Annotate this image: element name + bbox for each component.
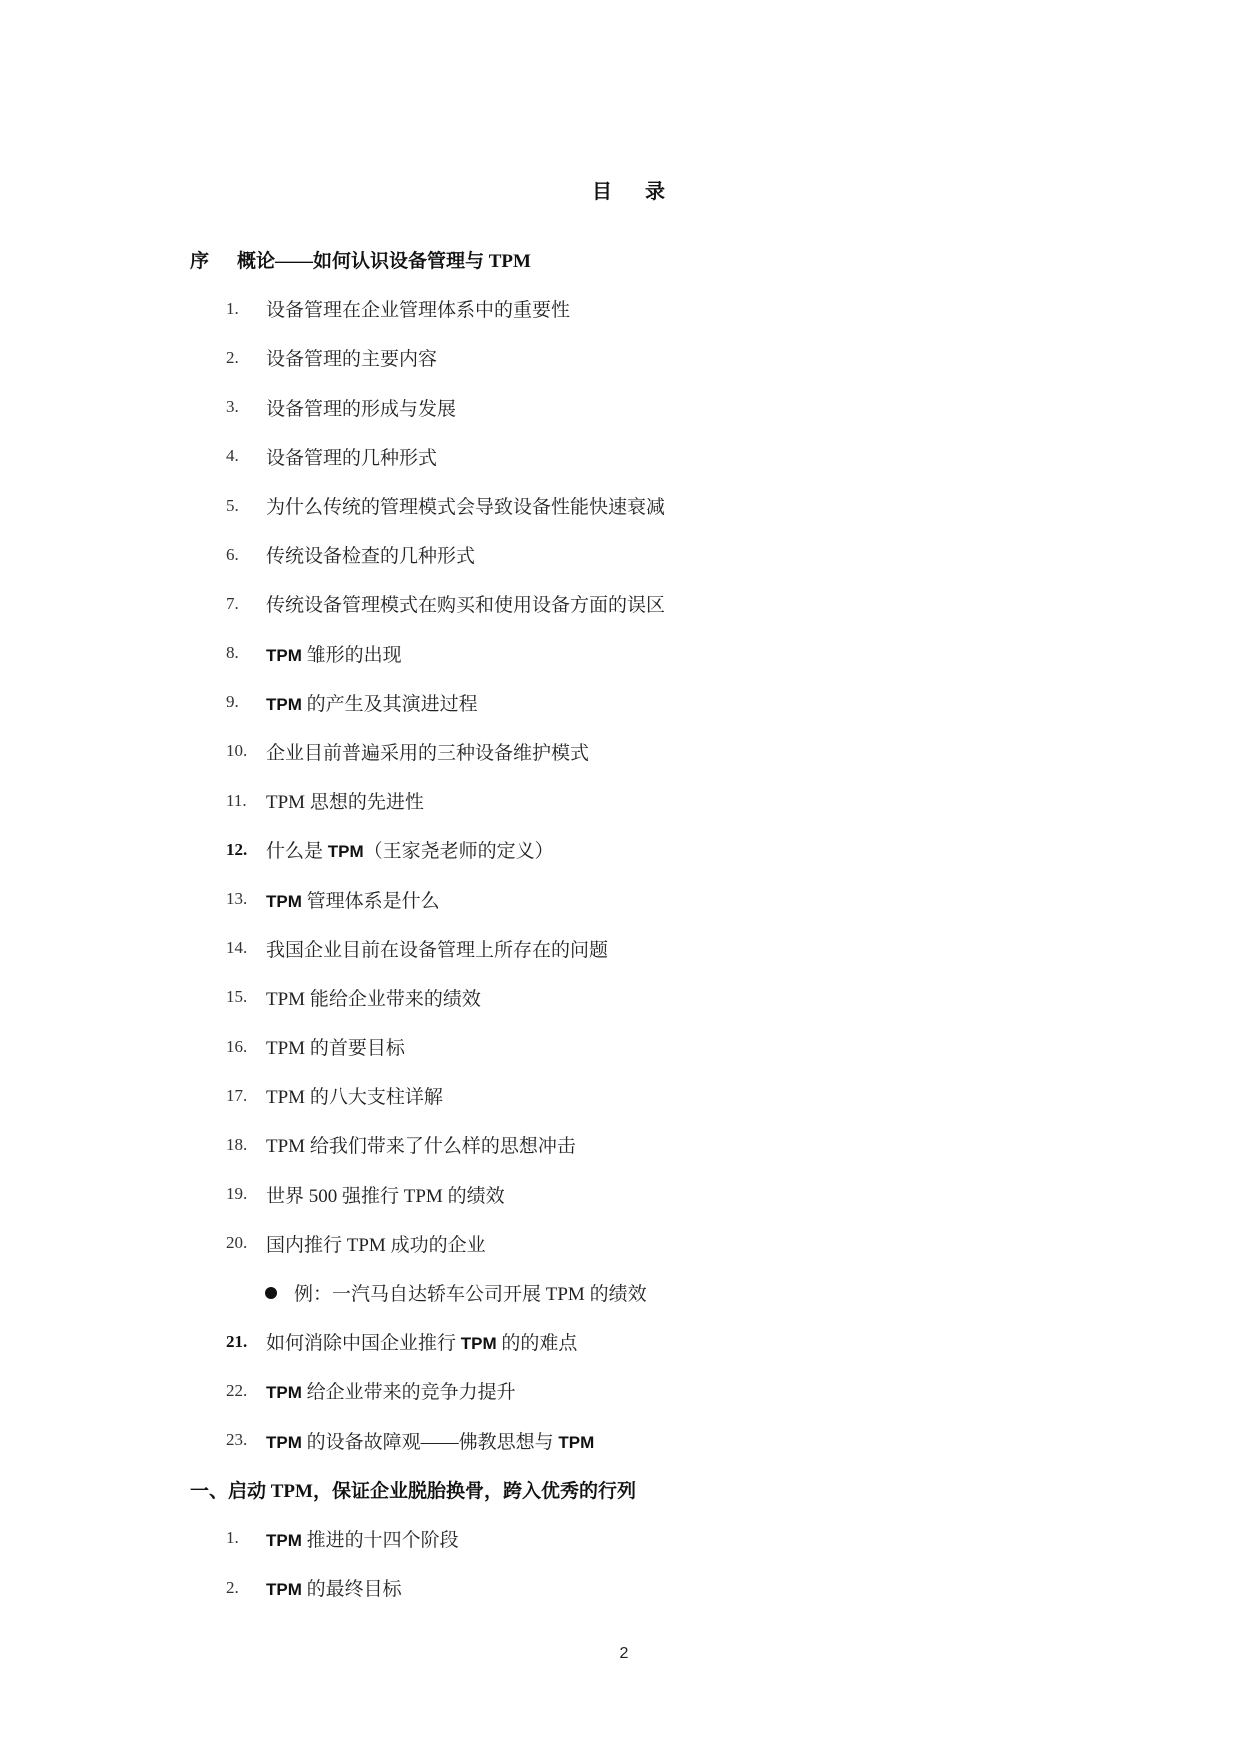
toc-item-text [266,1230,486,1257]
bullet-icon [265,1287,277,1299]
toc-item-text-part: TPM 的首要目标 [266,1038,405,1060]
toc-item-text-part: TPM 的八大支柱详解 [266,1087,443,1109]
toc-item-number: 2. [226,347,239,367]
toc-item [0,924,1241,973]
toc-item-text [266,394,456,421]
toc-item-text [266,1328,577,1355]
toc-sub-item-text: 例：一汽马自达轿车公司开展 TPM 的绩效 [294,1284,647,1306]
toc-item [0,1563,1241,1612]
toc-item-text [266,984,481,1011]
toc-item-text-part: TPM 能给企业带来的绩效 [266,988,481,1010]
toc-item-number: 13. [226,889,248,909]
toc-item-number: 2. [226,1577,239,1597]
toc-section-heading [0,235,1241,284]
toc-item-text-part: TPM [266,1530,302,1550]
toc-item-number: 7. [226,593,239,613]
toc-item [0,1514,1241,1563]
toc-item [0,1022,1241,1071]
toc-item [0,1071,1241,1120]
toc-item-text-part: 如何消除中国企业推行 [266,1333,461,1355]
toc-item-number: 9. [226,692,239,712]
page-title: 目 录 [592,181,665,203]
toc-item-number: 11. [226,790,247,810]
toc-item-text [266,1131,576,1158]
toc-item-text-part: 为什么传统的管理模式会导致设备性能快速衰减 [266,497,666,519]
toc-item-text-part: TPM [266,1432,302,1452]
toc-item-text-part: TPM [460,1334,497,1354]
toc-item [0,678,1241,727]
toc-item-number: 8. [226,643,239,663]
toc-item [0,1317,1241,1366]
toc-item-text-part: （王家尧老师的定义） [363,841,554,863]
toc-item-text-part: 传统设备检查的几种形式 [266,546,476,568]
toc-item-text-part: 的最终目标 [301,1579,402,1601]
toc-item-text [266,935,608,962]
toc-item-text-part: 设备管理的形成与发展 [266,398,457,420]
toc-item-text [266,640,402,667]
toc-item [0,1120,1241,1169]
toc-item-number: 19. [226,1184,248,1204]
toc-item-text-part: TPM [266,1580,302,1600]
toc-item-text-part: 的产生及其演进过程 [301,693,478,715]
toc-item-number: 20. [226,1233,248,1253]
toc-item-text-part: TPM [558,1432,595,1452]
toc-item [0,1416,1241,1465]
toc-item-text [266,1181,505,1208]
toc-item-number: 14. [226,938,248,958]
toc-item-number: 23. [226,1430,248,1450]
toc-item [0,776,1241,825]
toc-item-text-part: 企业目前普遍采用的三种设备维护模式 [266,742,590,764]
toc-item [0,1170,1241,1219]
toc-item-number: 15. [226,987,248,1007]
toc-item-text-part: TPM [327,842,364,862]
toc-item-text [266,295,570,322]
section-prefix: 序 [190,251,210,273]
toc-item [0,481,1241,530]
toc-item-number: 6. [226,544,239,564]
toc-item-text-part: 我国企业目前在设备管理上所存在的问题 [266,939,609,961]
toc-item [0,333,1241,382]
toc-item-text [266,492,665,519]
toc-item [0,1219,1241,1268]
toc-section-heading [0,1465,1241,1514]
toc-item [0,973,1241,1022]
toc-item-text [266,344,437,371]
toc-item-text-part: 管理体系是什么 [301,890,440,912]
toc-item-text [266,1082,443,1109]
toc-item-number: 16. [226,1036,248,1056]
toc-item-text-part: 推进的十四个阶段 [301,1529,459,1551]
toc-item [0,432,1241,481]
toc-item-text-part: 设备管理的主要内容 [266,349,438,371]
toc-item-number: 4. [226,446,239,466]
toc-item-text-part: 的的难点 [496,1333,578,1355]
toc-item-number: 12. [226,839,248,859]
toc-item-text-part: TPM 给我们带来了什么样的思想冲击 [266,1136,576,1158]
toc-item-text [266,787,424,814]
toc-item-text [266,1525,459,1552]
toc-item-text-part: TPM 思想的先进性 [266,792,424,814]
toc-item-text [266,443,437,470]
toc-item-text [266,689,478,716]
toc-sub-item [0,1268,1241,1317]
toc-item-number: 18. [226,1134,248,1154]
toc-item [0,825,1241,874]
toc-item-text [266,1033,405,1060]
toc-item-text [266,886,440,913]
toc-item-text-part: 的设备故障观——佛教思想与 [301,1431,559,1453]
toc-item-text [266,1574,402,1601]
toc-item-text-part: 什么是 [266,841,328,863]
table-of-contents [0,235,1241,1612]
toc-item [0,284,1241,333]
toc-item-text-part: 传统设备管理模式在购买和使用设备方面的误区 [266,595,666,617]
toc-item-text-part: 设备管理的几种形式 [266,447,438,469]
toc-item [0,874,1241,923]
toc-item [0,579,1241,628]
toc-item-text [266,836,554,863]
toc-item-text-part: 世界 500 强推行 TPM 的绩效 [266,1185,505,1207]
toc-item-text-part: 设备管理在企业管理体系中的重要性 [266,300,571,322]
toc-item-number: 10. [226,741,248,761]
toc-item-text-part: TPM [266,891,302,911]
section-title: 一、启动 TPM，保证企业脱胎换骨，跨入优秀的行列 [190,1480,636,1502]
section-title: 概论——如何认识设备管理与 TPM [237,251,531,273]
toc-item-number: 3. [226,397,239,417]
toc-item-number: 22. [226,1380,248,1400]
toc-item-text-part: 国内推行 TPM 成功的企业 [266,1234,486,1256]
toc-item-text-part: TPM [266,1383,302,1403]
toc-item-number: 17. [226,1085,248,1105]
toc-item-number: 1. [226,1528,239,1548]
toc-item-number: 5. [226,495,239,515]
toc-item [0,530,1241,579]
toc-item-text [266,1427,594,1454]
toc-item-text [266,1377,516,1404]
toc-item-text-part: TPM [266,645,302,665]
toc-item-text [266,590,665,617]
toc-item [0,383,1241,432]
toc-item-text-part: 雏形的出现 [301,644,402,666]
toc-item [0,1366,1241,1415]
toc-item [0,727,1241,776]
toc-item-number: 21. [226,1331,248,1351]
toc-item-text-part: 给企业带来的竞争力提升 [301,1382,516,1404]
page-number: 2 [619,1645,629,1662]
toc-item-text [266,541,475,568]
toc-item-text-part: TPM [266,694,302,714]
toc-item [0,629,1241,678]
toc-item-number: 1. [226,298,239,318]
toc-item-text [266,738,589,765]
